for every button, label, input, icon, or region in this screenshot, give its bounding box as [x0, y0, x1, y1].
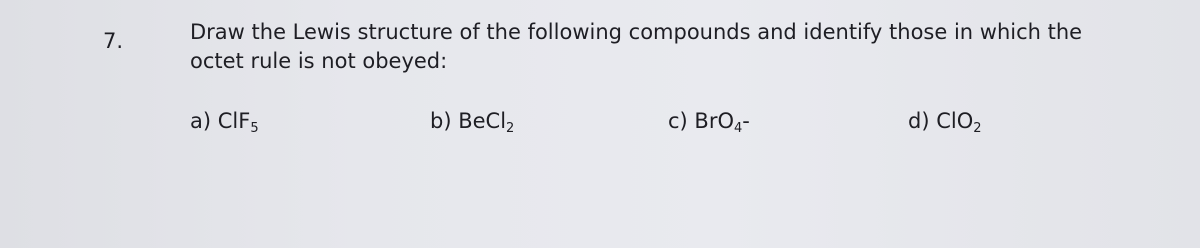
option-b-label: b) BeCl [430, 109, 507, 133]
question-number: 7. [103, 29, 124, 53]
question-text-line-2: octet rule is not obeyed: [190, 49, 448, 73]
option-d [908, 108, 982, 134]
question-text [190, 18, 1150, 76]
option-c-label: c) BrO [668, 109, 734, 133]
option-d-subscript: 2 [973, 121, 982, 136]
option-a-label: a) ClF [190, 109, 251, 133]
option-c-subscript: 4 [733, 121, 743, 136]
option-c [668, 108, 750, 134]
option-b-subscript: 2 [506, 121, 515, 136]
option-c-suffix: - [742, 109, 750, 133]
option-b [430, 108, 514, 134]
option-a-subscript: 5 [250, 121, 259, 136]
question-text-line-1: Draw the Lewis structure of the following compounds and identify those in which the [190, 20, 1083, 44]
option-a [190, 108, 259, 134]
option-d-label: d) ClO [908, 109, 974, 133]
